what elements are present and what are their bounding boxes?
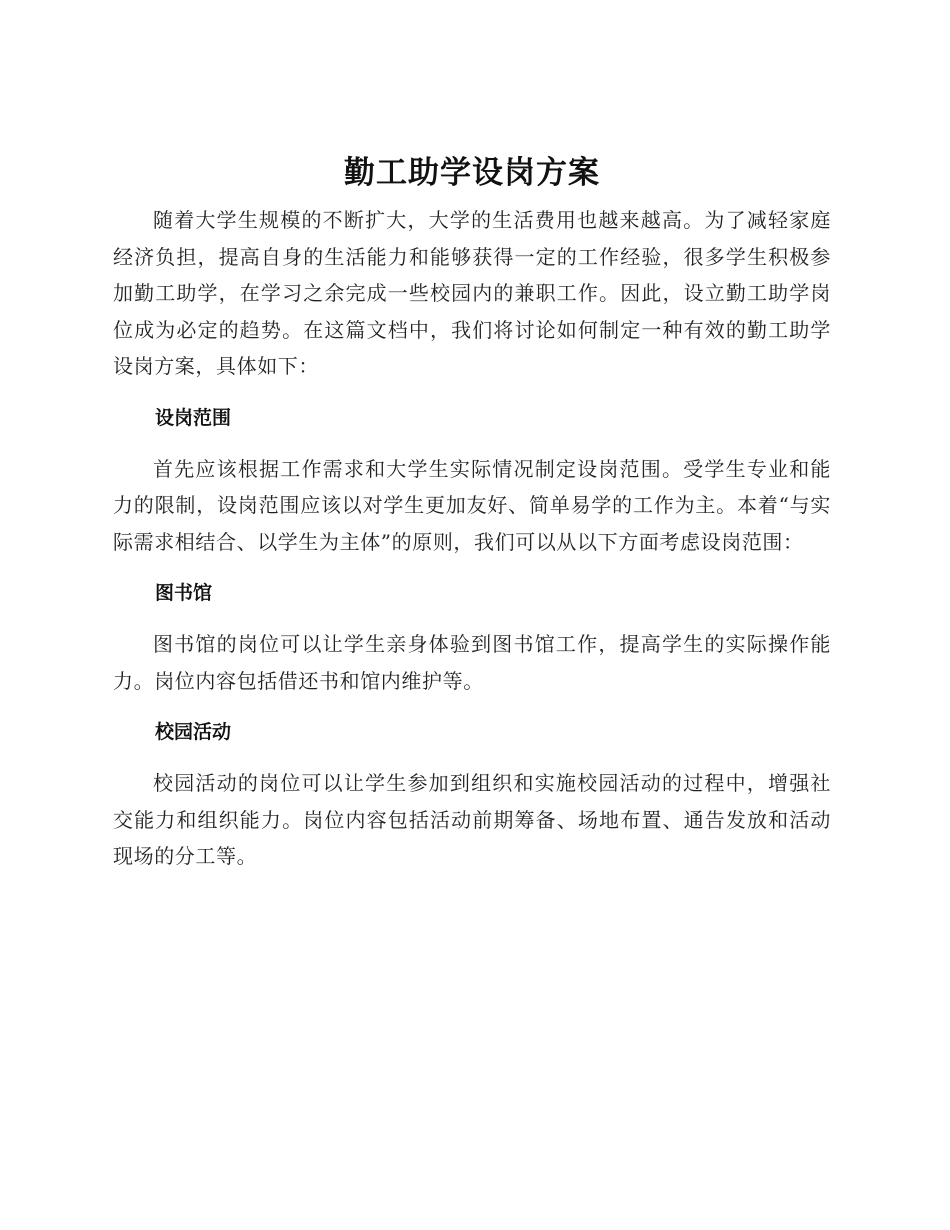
section-paragraph: 图书馆的岗位可以让学生亲身体验到图书馆工作，提高学生的实际操作能力。岗位内容包括借还书和馆内维护等。 bbox=[113, 632, 831, 693]
section-paragraph: 首先应该根据工作需求和大学生实际情况制定设岗范围。受学生专业和能力的限制，设岗范围应该以对学生更加友好、简单易学的工作为主。本着“与实际需求相结合、以学生为主体”的原则，我们可以从以下方面考虑设岗范围： bbox=[113, 456, 831, 554]
document-body bbox=[113, 150, 831, 875]
section-heading: 图书馆 bbox=[155, 582, 213, 604]
section-heading: 设岗范围 bbox=[155, 406, 232, 429]
section-paragraph: 校园活动的岗位可以让学生参加到组织和实施校园活动的过程中，增强社交能力和组织能力。岗位内容包括活动前期筹备、场地布置、通告发放和活动现场的分工等。 bbox=[113, 771, 831, 868]
section-library bbox=[113, 576, 831, 699]
section-scope bbox=[113, 401, 831, 561]
intro-paragraph: 随着大学生规模的不断扩大，大学的生活费用也越来越高。为了减轻家庭经济负担，提高自身的生活能力和能够获得一定的工作经验，很多学生积极参加勤工助学，在学习之余完成一些校园内的兼职工作。因此，设立勤工助学岗位成为必定的趋势。在这篇文档中，我们将讨论如何制定一种有效的勤工助学设岗方案，具体如下： bbox=[113, 208, 831, 378]
section-campus-activities bbox=[113, 715, 831, 875]
section-heading: 校园活动 bbox=[155, 721, 232, 743]
document-title: 勤工助学设岗方案 bbox=[344, 155, 600, 191]
